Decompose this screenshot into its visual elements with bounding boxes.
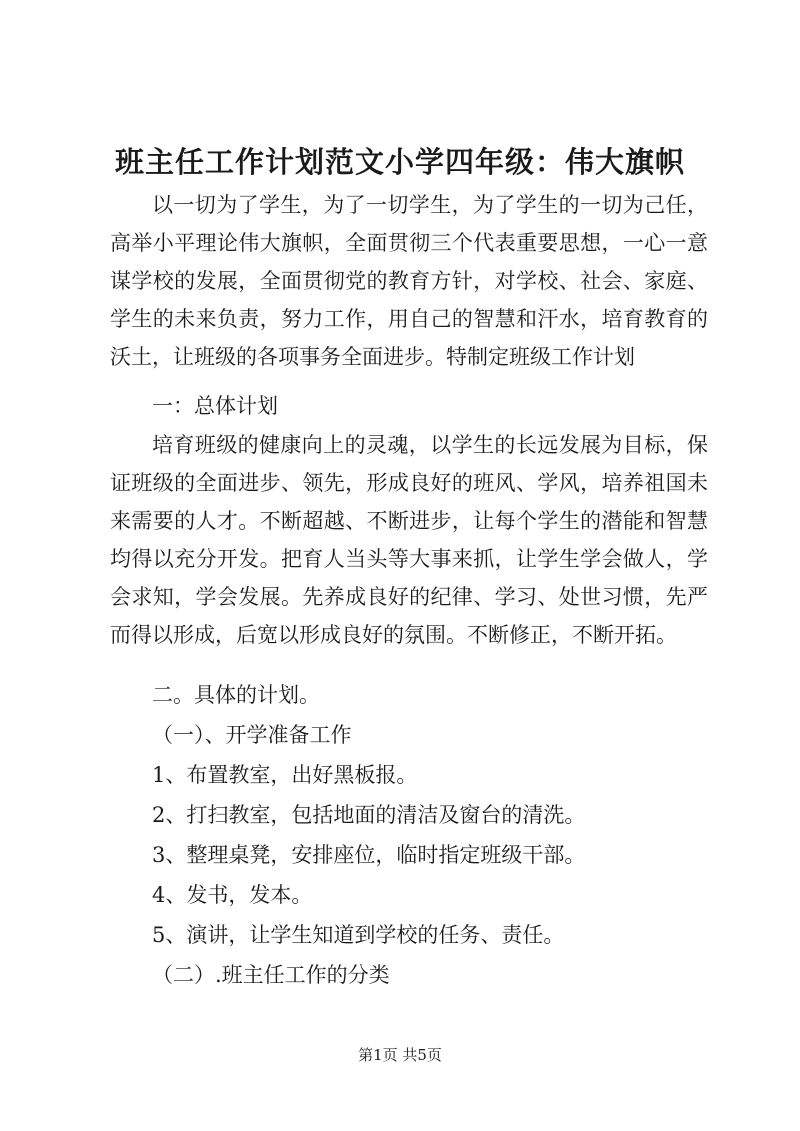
- subsection-b-heading: （二）.班主任工作的分类: [152, 963, 390, 987]
- subsection-a-heading: （一）、开学准备工作: [152, 723, 352, 747]
- list-item: 1、布置教室，出好黑板报。: [152, 763, 418, 787]
- list-item: 4、发书，发本。: [152, 883, 313, 907]
- overall-plan-paragraph: 培育班级的健康向上的灵魂，以学生的长远发展为目标，保证班级的全面进步、领先，形成良好的班风、学风，培养祖国未来需要的人才。不断超越、不断进步，让每个学生的潜能和智慧均得以充分开发。把育人当头等大事来抓，让学生学会做人，学会求知，学会发展。先养成良好的纪律、学习、处世习惯，先严而得以形成，后宽以形成良好的氛围。不断修正，不断开拓。: [110, 433, 708, 647]
- intro-paragraph: 以一切为了学生，为了一切学生，为了学生的一切为己任，高举小平理论伟大旗帜，全面贯彻三个代表重要思想，一心一意谋学校的发展，全面贯彻党的教育方针，对学校、社会、家庭、学生的未来负责，努力工作，用自己的智慧和汗水，培育教育的沃土，让班级的各项事务全面进步。特制定班级工作计划: [110, 193, 708, 369]
- list-item: 3、整理桌凳，安排座位，临时指定班级干部。: [152, 843, 586, 867]
- section-1-heading: 一：总体计划: [152, 394, 278, 418]
- section-2-heading: 二。具体的计划。: [152, 683, 320, 707]
- list-item: 5、演讲，让学生知道到学校的任务、责任。: [152, 923, 565, 947]
- page-indicator: 第1页 共5页: [358, 1046, 442, 1064]
- list-item: 2、打扫教室，包括地面的清洁及窗台的清洗。: [152, 803, 586, 827]
- document-title: 班主任工作计划范文小学四年级：伟大旗帜: [114, 145, 685, 179]
